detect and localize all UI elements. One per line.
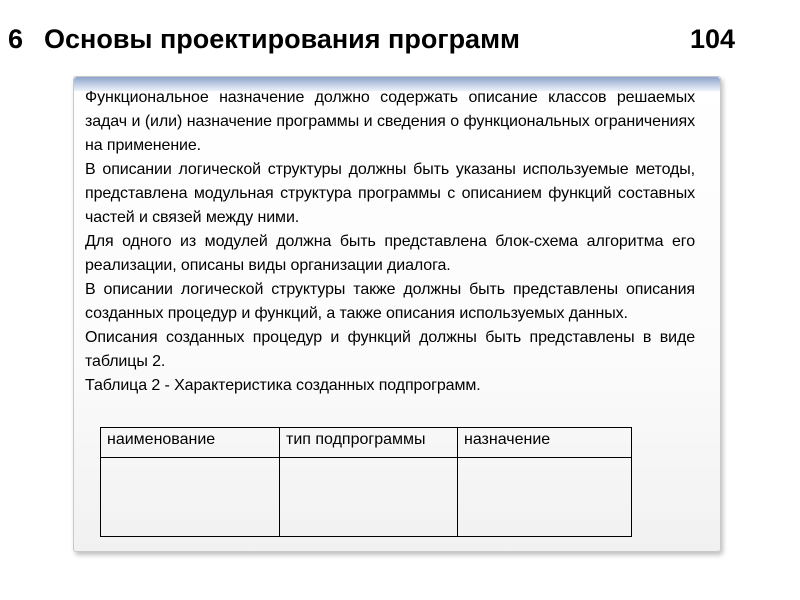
column-header-type: тип подпрограммы — [280, 428, 458, 458]
page-number: 104 — [690, 24, 736, 54]
paragraph-procedures: В описании логической структуры также должны быть представлены описания созданных процедур и функций, а также описания используемых данных. — [85, 281, 695, 322]
paragraph-functional-purpose: Функциональное назначение должно содержать описание классов решаемых задач и (или) назначение программы и сведения о функциональных ограничениях на применение. — [85, 89, 695, 154]
paragraph-logical-structure: В описании логической структуры должны быть указаны используемые методы, представлена модульная структура программы с описанием функций составных частей и связей между ними. — [85, 161, 695, 226]
page-title: Основы проектирования программ — [44, 24, 521, 54]
table-cell — [458, 458, 632, 537]
body-text — [85, 86, 695, 398]
section-number: 6 — [8, 24, 24, 54]
paragraph-flowchart: Для одного из модулей должна быть представлена блок-схема алгоритма его реализации, описаны виды организации диалога. — [85, 233, 695, 274]
column-header-purpose: назначение — [458, 428, 632, 458]
table-caption: Таблица 2 - Характеристика созданных подпрограмм. — [85, 377, 481, 394]
subprograms-table — [100, 427, 632, 537]
table-row — [101, 458, 632, 537]
table-header-row — [101, 428, 632, 458]
column-header-name: наименование — [101, 428, 280, 458]
table-cell — [101, 458, 280, 537]
paragraph-table-reference: Описания созданных процедур и функций должны быть представлены в виде таблицы 2. — [85, 329, 695, 370]
slide-header — [0, 0, 800, 70]
table-cell — [280, 458, 458, 537]
subprograms-table-wrapper — [100, 427, 632, 537]
